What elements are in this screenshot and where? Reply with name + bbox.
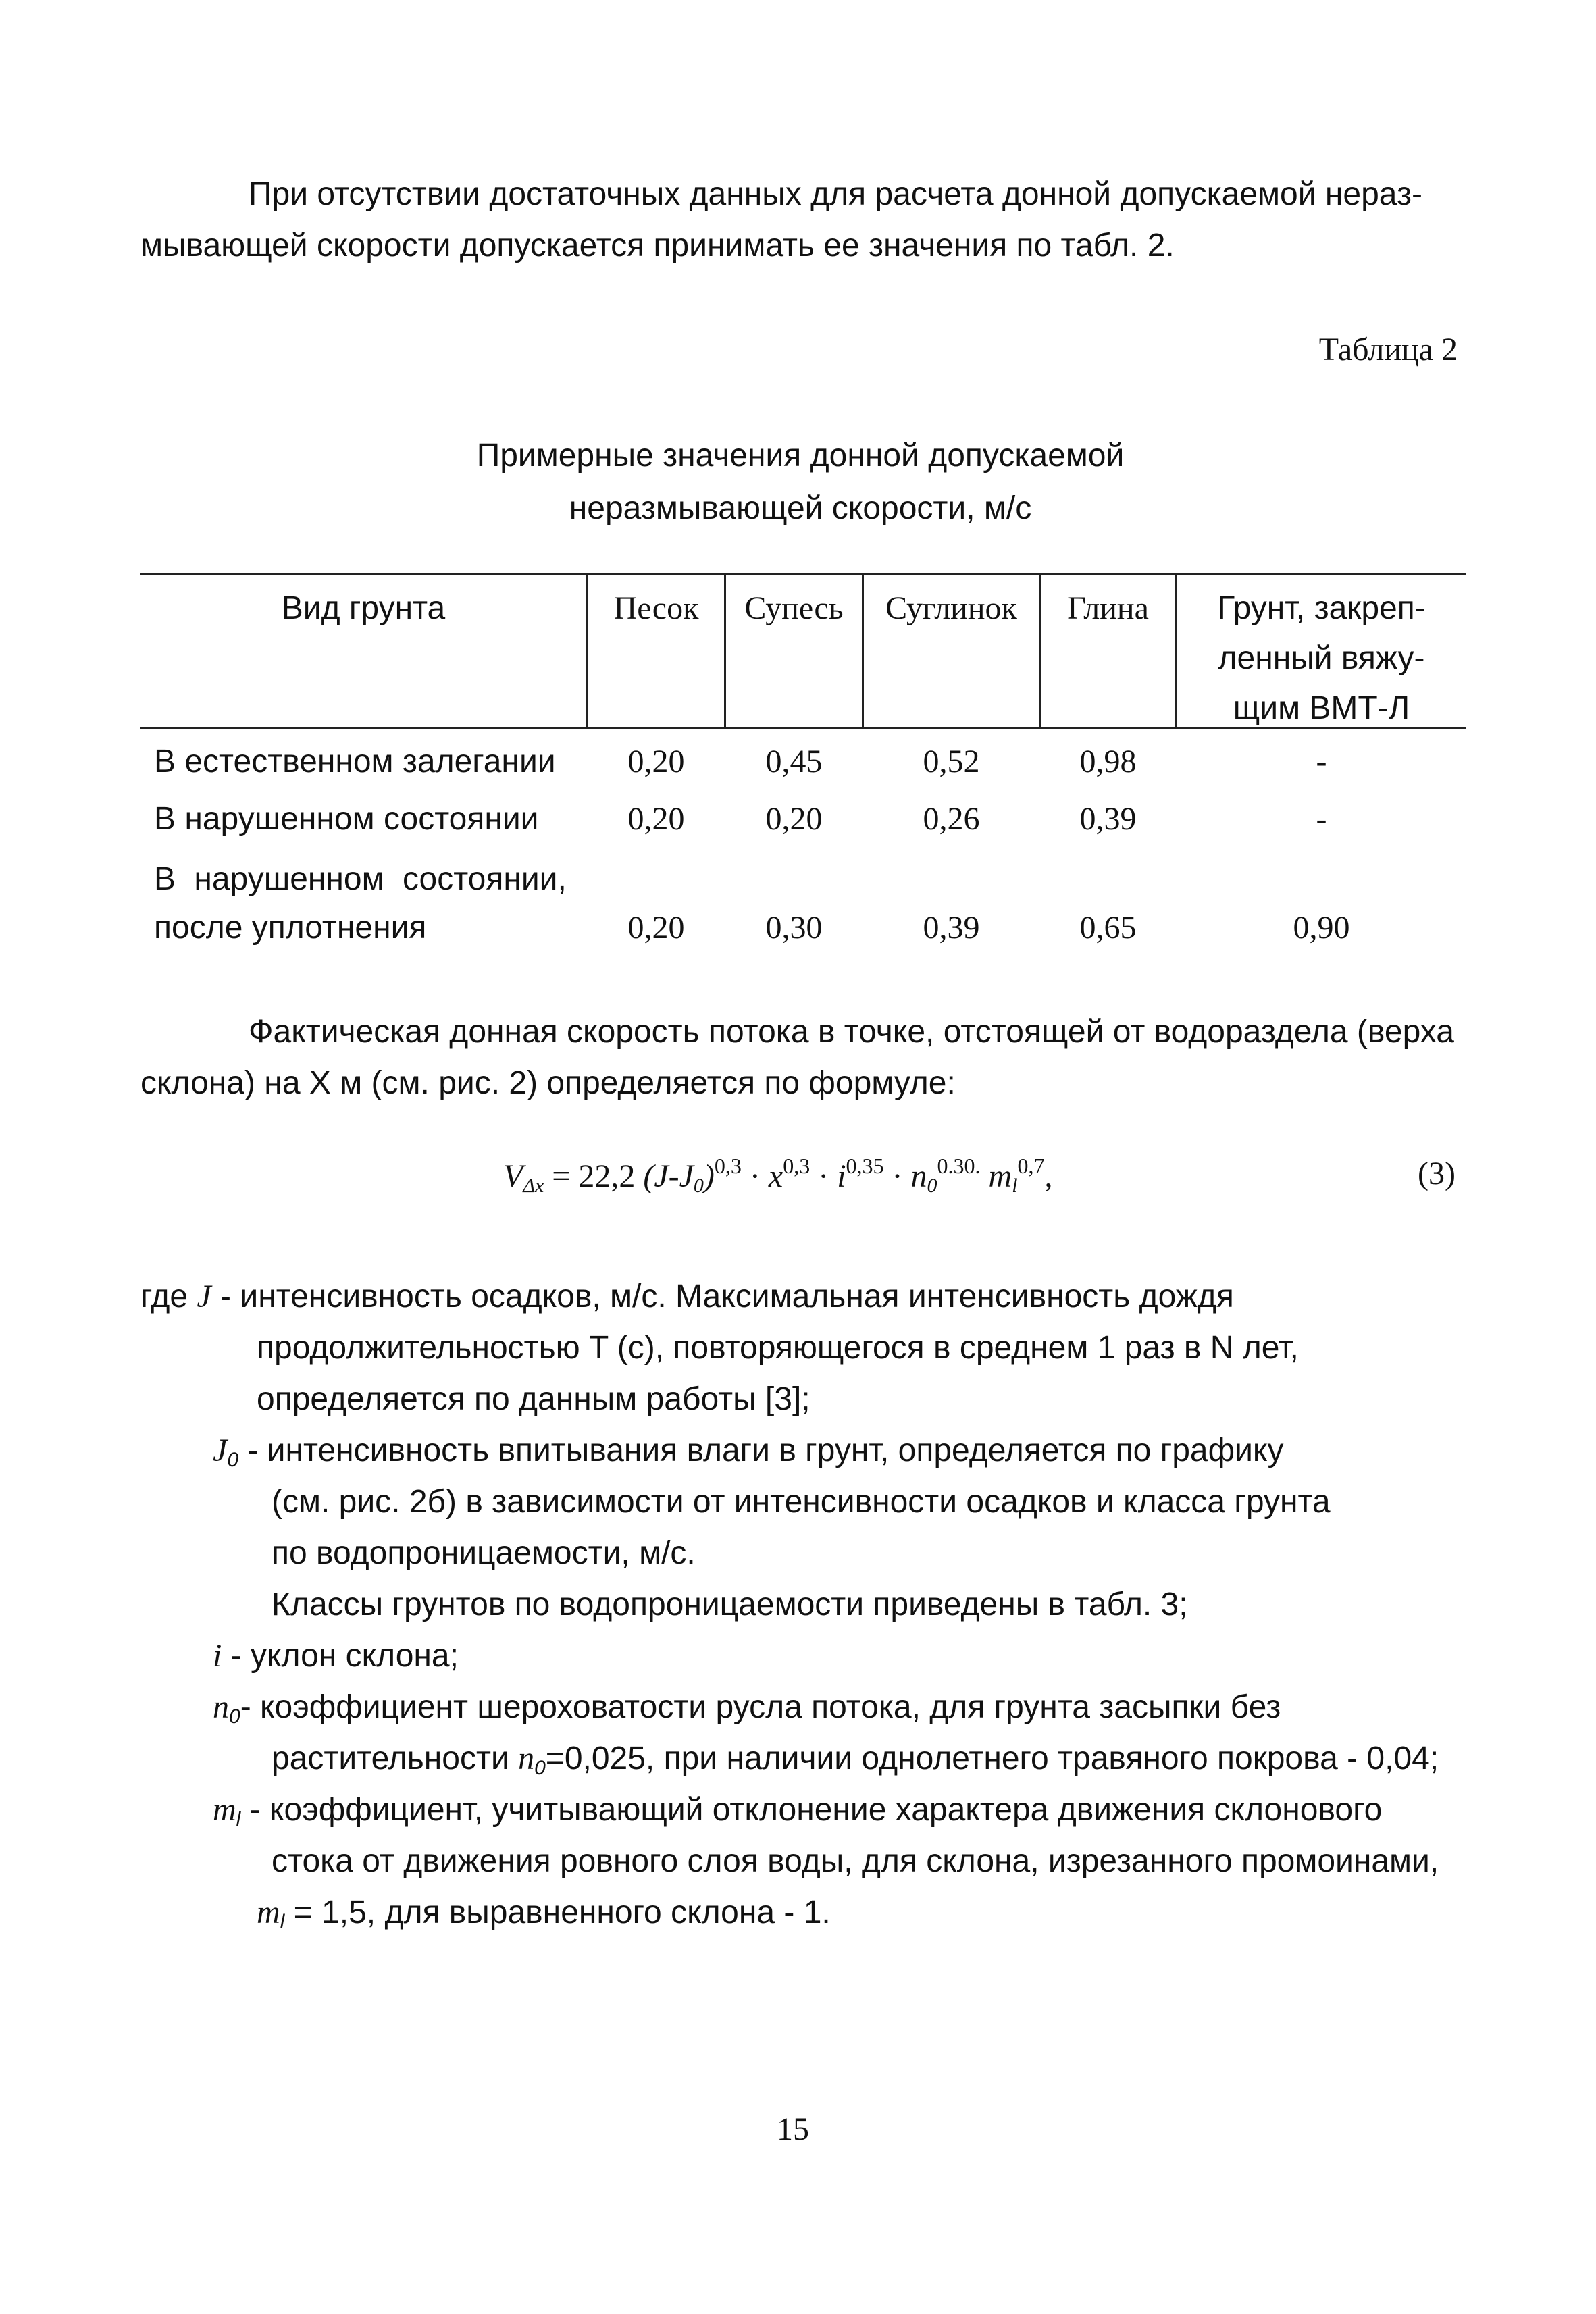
formula-p1-close: ) [703,1158,715,1194]
formula-p1-exp: 0,3 [714,1154,742,1178]
def-n0-text-2b: =0,025, при наличии однолетнего травяного покрова - 0,04; [545,1741,1439,1776]
table-caption-line-1: Примерные значения донной допускаемой [476,438,1125,473]
header-sand: Песок [613,590,699,626]
formula-m-exp: 0,7 [1017,1154,1045,1178]
def-m1-inline-sub: l [280,1911,285,1933]
table-caption [378,430,1222,535]
formula-eq: = 22,2 [544,1158,644,1194]
def-m1-line-3 [257,1887,831,1948]
cell-loam: 0,52 [923,744,980,779]
def-J0-line-2: (см. рис. 2б) в зависимости от интенсивности осадков и класса грунта [272,1484,1331,1520]
cell-sandy-loam: 0,45 [765,744,823,779]
formula-end: , [1044,1158,1053,1194]
formula-number: (3) [1418,1156,1456,1191]
formula-lhs: V [503,1158,523,1194]
formula-dot: · [883,1158,911,1194]
def-J0-sub: 0 [227,1449,238,1471]
formula-x-exp: 0,3 [783,1154,810,1178]
cell-fixed: - [1316,744,1327,779]
intro-line-1: При отсутствии достаточных данных для расчета донной допускаемой нераз- [249,176,1422,212]
header-fixed-soil [1177,584,1466,734]
row-label-line-2: после уплотнения [154,910,427,946]
def-n0-inline-symbol: n [518,1741,535,1776]
formula-x: x [768,1158,783,1194]
table-top-rule [140,573,1466,575]
formula-i-exp: 0,35 [846,1154,884,1178]
formula-dot: · [810,1158,838,1194]
cell-sandy-loam: 0,30 [765,910,823,946]
formula-lhs-sub: Δx [523,1175,544,1197]
cell-fixed: - [1316,801,1327,837]
formula-3 [503,1154,1053,1198]
def-n0-text-1: - коэффициент шероховатости русла потока, для грунта засыпки без [240,1689,1281,1725]
def-m1-inline-symbol: m [257,1895,280,1930]
header-fixed-line-1: Грунт, закреп- [1217,590,1426,626]
cell-clay: 0,39 [1079,801,1137,837]
formula-n: n [910,1158,927,1194]
def-i-symbol: i [213,1638,222,1674]
cell-sand: 0,20 [627,744,685,779]
def-n0-sub: 0 [229,1705,240,1728]
def-J-symbol: J [197,1279,211,1314]
def-n0-text-2a: растительности [272,1741,519,1776]
fact-paragraph [140,1006,1458,1109]
def-J0-line-4: Классы грунтов по водопроницаемости приведены в табл. 3; [272,1587,1188,1622]
def-m1-line-2: стока от движения ровного слоя воды, для склона, изрезанного промоинами, [272,1843,1439,1879]
intro-line-2: мывающей скорости допускается принимать ее значения по табл. 2. [140,228,1175,263]
cell-loam: 0,39 [923,910,980,946]
cell-clay: 0,98 [1079,744,1137,779]
def-m1-sub: l [236,1808,241,1830]
def-i-text: - уклон склона; [222,1638,459,1674]
row-label-line-1: В нарушенном состоянии, [154,861,567,897]
def-J-line-3: определяется по данным работы [3]; [257,1381,810,1417]
header-clay: Глина [1067,590,1149,626]
def-J-line-1 [140,1271,1234,1322]
cell-sand: 0,20 [627,910,685,946]
cell-sandy-loam: 0,20 [765,801,823,837]
formula-n-exp: 0.30. [937,1154,981,1178]
def-J-text-1: - интенсивность осадков, м/с. Максимальная интенсивность дождя [211,1279,1234,1314]
table-label: Таблица 2 [1318,332,1458,367]
formula-n-sub: 0 [927,1175,937,1197]
header-loam: Суглинок [885,590,1017,626]
fact-line-1: Фактическая донная скорость потока в точке, отстоящей от водораздела (верха [249,1014,1454,1050]
cell-clay: 0,65 [1079,910,1137,946]
header-fixed-line-3: щим ВМТ-Л [1233,690,1410,726]
def-m1-text-1: - коэффициент, учитывающий отклонение характера движения склонового [240,1792,1383,1828]
def-where: где [140,1279,188,1314]
page-number: 15 [777,2111,809,2147]
def-m1-symbol: m [213,1792,236,1828]
def-n0-inline-sub: 0 [534,1757,546,1779]
cell-sand: 0,20 [627,801,685,837]
formula-p1: (J-J [643,1158,694,1194]
header-fixed-line-2: ленный вяжу- [1218,640,1425,676]
header-soil-type: Вид грунта [281,590,446,626]
cell-loam: 0,26 [923,801,980,837]
cell-fixed: 0,90 [1293,910,1350,946]
formula-dot: · [741,1158,769,1194]
formula-m-sub: l [1012,1175,1018,1197]
formula-m: m [980,1158,1012,1194]
row-label: В нарушенном состоянии [154,801,539,837]
def-n0-symbol: n [213,1689,229,1725]
fact-line-2: склона) на X м (см. рис. 2) определяется по формуле: [140,1065,956,1101]
def-J0-symbol: J [213,1433,228,1468]
formula-i: i [837,1158,846,1194]
row-label: В естественном залегании [154,744,556,779]
def-i-line-1 [213,1630,459,1682]
def-J-line-2: продолжительностью T (с), повторяющегося в среднем 1 раз в N лет, [257,1330,1299,1366]
def-J0-line-3: по водопроницаемости, м/с. [272,1535,696,1571]
table-caption-line-2: неразмывающей скорости, м/с [569,490,1032,526]
formula-p1-sub: 0 [693,1175,704,1197]
def-m1-text-3: = 1,5, для выравненного склона - 1. [284,1895,831,1930]
header-sandy-loam: Супесь [744,590,844,626]
def-J0-text-1: - интенсивность впитывания влаги в грунт, определяется по графику [238,1433,1284,1468]
intro-paragraph [140,169,1458,272]
